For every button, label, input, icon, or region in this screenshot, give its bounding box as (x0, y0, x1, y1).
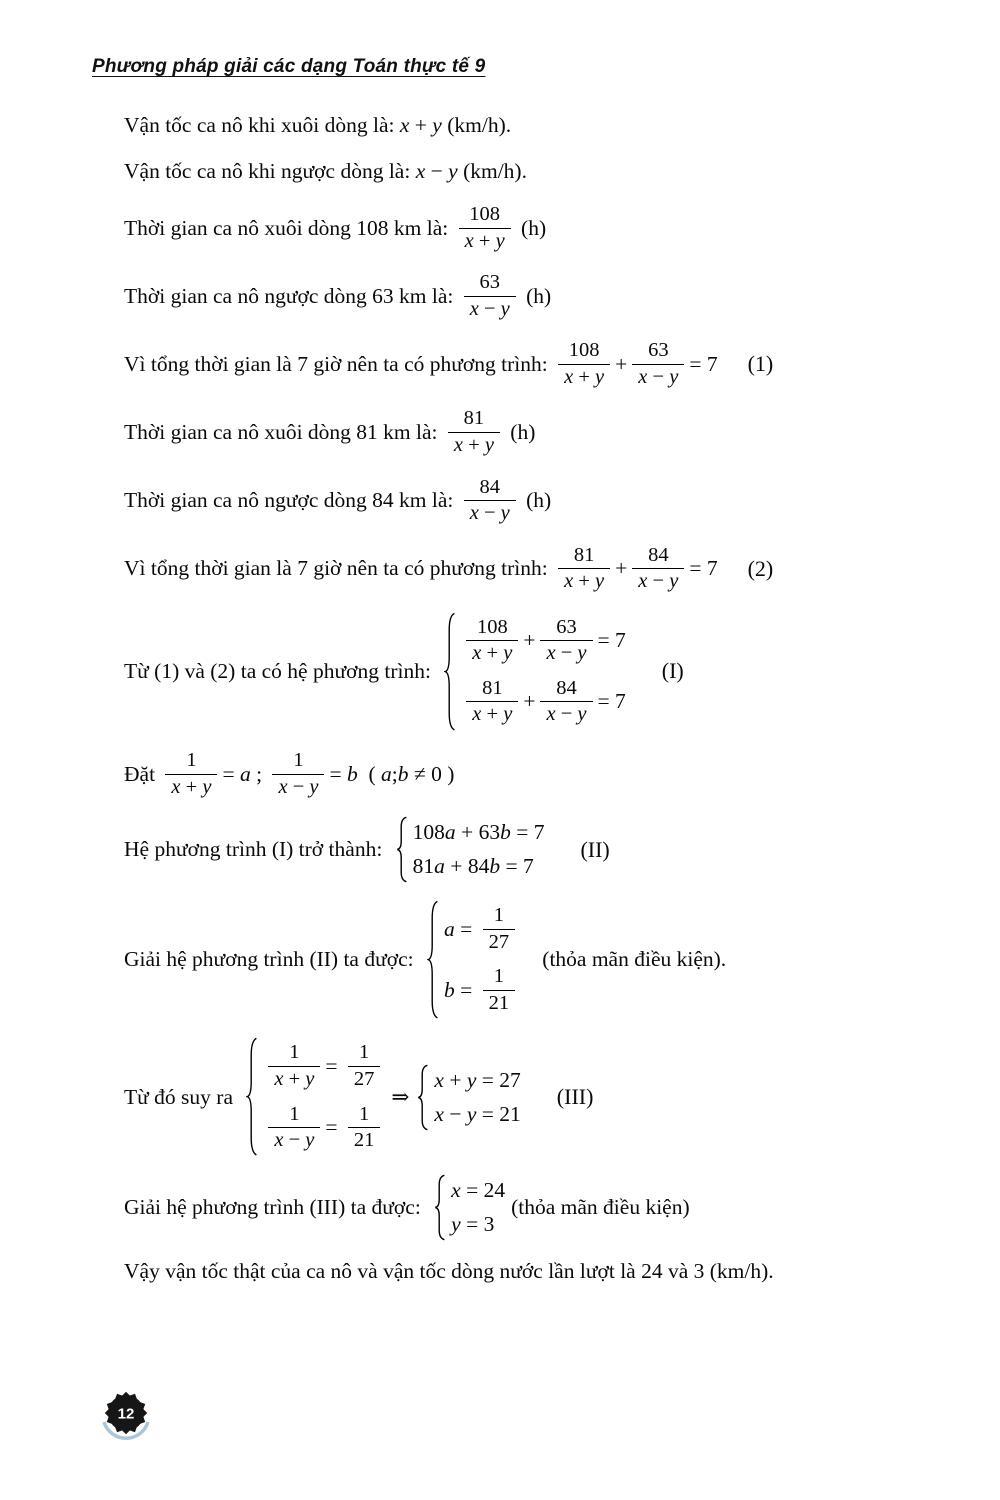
system-row (451, 1178, 505, 1203)
system-row (413, 854, 545, 879)
fraction-denominator: x − y (464, 500, 516, 527)
equation-tag: (III) (556, 1084, 594, 1109)
equation-tag: (1) (747, 351, 774, 377)
page-number-badge (97, 1386, 155, 1452)
fraction-denominator: 21 (348, 1127, 381, 1154)
math-run: x + y = 27 (434, 1067, 521, 1092)
text-run: Vận tốc ca nô khi xuôi dòng là: (124, 112, 400, 137)
equation-tag: (I) (661, 658, 684, 684)
fraction (540, 676, 592, 728)
text-run: Hệ phương trình (I) trở thành: (124, 837, 388, 862)
document-line (124, 406, 939, 458)
document-line (124, 611, 939, 732)
fraction (348, 1040, 381, 1092)
fraction (483, 903, 516, 955)
text-run: Vậy vận tốc thật của ca nô và vận tốc dòng nước lần lượt là 24 và 3 (km/h). (124, 1259, 774, 1284)
math-run: x − y (415, 158, 458, 183)
fraction-numerator: 108 (568, 339, 600, 362)
document-line (124, 338, 939, 390)
fraction (272, 748, 324, 800)
text-run: Thời gian ca nô ngược dòng 63 km là: (124, 283, 459, 308)
fraction-numerator: 84 (479, 475, 500, 498)
fraction-denominator: x − y (540, 640, 592, 667)
fraction-denominator: 21 (483, 990, 516, 1017)
text-run: Từ (1) và (2) ta có hệ phương trình: (124, 658, 437, 683)
system-rows (413, 816, 545, 883)
system-row (263, 1040, 385, 1092)
math-run: x + y (399, 112, 442, 137)
system-row (444, 903, 520, 955)
system-rows (434, 1064, 520, 1131)
fraction-numerator: 1 (289, 1041, 300, 1064)
fraction-denominator: 27 (483, 929, 516, 956)
equation-tag: (2) (747, 555, 774, 581)
fraction (632, 543, 684, 595)
text-run: Đặt (124, 761, 161, 786)
fraction (165, 748, 217, 800)
text-run: (km/h). (457, 158, 527, 183)
fraction-numerator: 1 (186, 749, 197, 771)
text-run: Thời gian ca nô ngược dòng 84 km là: (124, 488, 459, 513)
fraction (464, 475, 516, 527)
fraction (466, 615, 518, 667)
left-brace-icon (434, 1174, 447, 1241)
fraction-denominator: x − y (464, 296, 516, 323)
document-line (124, 1036, 939, 1157)
system-row (263, 1102, 385, 1154)
document-line (124, 543, 939, 595)
math-run: = 7 (689, 556, 718, 581)
fraction-denominator: x + y (558, 364, 610, 391)
fraction-numerator: 63 (648, 339, 669, 362)
fraction (540, 615, 592, 667)
math-run: b = (444, 977, 473, 1002)
fraction-denominator: x − y (632, 568, 684, 595)
fraction (466, 676, 518, 728)
left-brace-icon (246, 1036, 259, 1157)
document-line (124, 270, 939, 322)
text-run: (h) (515, 215, 547, 240)
fraction-denominator: x − y (272, 774, 324, 801)
fraction-denominator: x + y (268, 1066, 320, 1093)
text-run: Vì tổng thời gian là 7 giờ nên ta có phương trình: (124, 556, 554, 581)
left-brace-icon (444, 611, 457, 732)
equation-system (396, 816, 545, 883)
left-brace-icon (427, 899, 440, 1020)
fraction (558, 338, 610, 390)
math-run: ⇒ (391, 1084, 410, 1109)
document-line (124, 1257, 939, 1287)
system-rows (451, 1174, 505, 1241)
math-run: a = (444, 916, 473, 941)
math-run: + (523, 628, 536, 653)
math-run: = b ( a;b ≠ 0 ) (329, 761, 455, 786)
fraction-numerator: 108 (476, 615, 508, 638)
fraction-numerator: 81 (482, 676, 503, 699)
system-rows (461, 611, 625, 732)
math-run: x = 24 (451, 1177, 506, 1202)
text-run: Giải hệ phương trình (III) ta được: (124, 1194, 427, 1219)
fraction-numerator: 63 (479, 271, 500, 294)
math-run: x − y = 21 (434, 1101, 521, 1126)
system-row (413, 820, 545, 845)
document-line (124, 899, 939, 1020)
text-run: Từ đó suy ra (124, 1084, 239, 1109)
fraction-denominator: x + y (466, 701, 518, 728)
page-number-gear-graphic (97, 1386, 155, 1452)
math-run: = 7 (689, 351, 718, 376)
math-run: + (615, 351, 628, 376)
fraction-denominator: x − y (540, 701, 592, 728)
fraction (459, 202, 511, 254)
document-line (124, 1174, 939, 1241)
fraction-numerator: 108 (469, 203, 501, 225)
document-line (124, 202, 939, 254)
fraction-denominator: x − y (268, 1127, 320, 1154)
text-run: (h) (520, 488, 552, 513)
system-rows (444, 899, 520, 1020)
system-row (434, 1068, 520, 1093)
fraction (448, 406, 500, 458)
document-line (124, 110, 939, 140)
math-run: = 7 (597, 689, 626, 714)
text-run: Vận tốc ca nô khi ngược dòng là: (124, 158, 416, 183)
equation-tag: (II) (580, 836, 610, 862)
system-row (461, 615, 625, 667)
math-run: = (325, 1053, 338, 1078)
text-run: Giải hệ phương trình (II) ta được: (124, 947, 420, 972)
system-row (434, 1102, 520, 1127)
math-run: 108a + 63b = 7 (412, 820, 545, 845)
text-run: (thỏa mãn điều kiện). (526, 947, 727, 972)
fraction-denominator: x + y (466, 640, 518, 667)
math-run: + (523, 689, 536, 714)
fraction-numerator: 1 (493, 965, 505, 988)
page-header (92, 56, 485, 78)
math-run: 81a + 84b = 7 (412, 854, 534, 879)
math-run: = (325, 1115, 338, 1140)
text-run: Thời gian ca nô xuôi dòng 81 km là: (124, 419, 443, 444)
left-brace-icon (396, 816, 409, 883)
text-run: Vì tổng thời gian là 7 giờ nên ta có phương trình: (124, 351, 554, 376)
left-brace-icon (417, 1064, 430, 1131)
equation-system (427, 899, 520, 1020)
text-run: Thời gian ca nô xuôi dòng 108 km là: (124, 215, 454, 240)
header-title: Phương pháp giải các dạng Toán thực tế 9 (92, 56, 486, 77)
equation-system (417, 1064, 520, 1131)
fraction (464, 270, 516, 322)
fraction (268, 1102, 320, 1154)
text-run: (km/h). (441, 112, 512, 137)
fraction (632, 338, 684, 390)
document-line (124, 156, 939, 186)
fraction-numerator: 84 (648, 543, 669, 566)
fraction-denominator: 27 (348, 1066, 381, 1093)
fraction (558, 543, 610, 595)
fraction-numerator: 84 (556, 676, 577, 699)
text-run: (h) (504, 419, 536, 444)
fraction-denominator: x + y (165, 774, 217, 801)
fraction-numerator: 1 (359, 1102, 370, 1125)
fraction (483, 964, 516, 1016)
fraction (268, 1040, 320, 1092)
text-run: (h) (520, 283, 552, 308)
fraction-denominator: x + y (459, 228, 511, 255)
text-run: (thỏa mãn điều kiện) (511, 1194, 690, 1219)
equation-system (444, 611, 625, 732)
fraction-numerator: 1 (289, 1102, 300, 1125)
document-line (124, 816, 939, 883)
fraction-denominator: x + y (558, 568, 610, 595)
page-number: 12 (117, 1405, 135, 1423)
document-line (124, 475, 939, 527)
fraction-numerator: 1 (293, 749, 304, 771)
system-rows (263, 1036, 385, 1157)
equation-system (246, 1036, 385, 1157)
equation-system (434, 1174, 505, 1241)
math-run: = 7 (597, 628, 626, 653)
math-run: = a ; (222, 761, 263, 786)
math-run: y = 3 (451, 1211, 495, 1236)
system-row (461, 676, 625, 728)
fraction-numerator: 1 (359, 1041, 370, 1064)
math-run: + (615, 556, 628, 581)
fraction-denominator: x + y (448, 432, 500, 459)
document-line (124, 748, 939, 800)
system-row (451, 1212, 505, 1237)
fraction-numerator: 1 (493, 904, 505, 927)
fraction-numerator: 63 (556, 615, 577, 638)
system-row (444, 964, 520, 1016)
fraction (348, 1102, 381, 1154)
fraction-denominator: x − y (632, 364, 684, 391)
fraction-numerator: 81 (463, 407, 485, 430)
fraction-numerator: 81 (573, 543, 595, 566)
document-content (124, 102, 939, 1295)
